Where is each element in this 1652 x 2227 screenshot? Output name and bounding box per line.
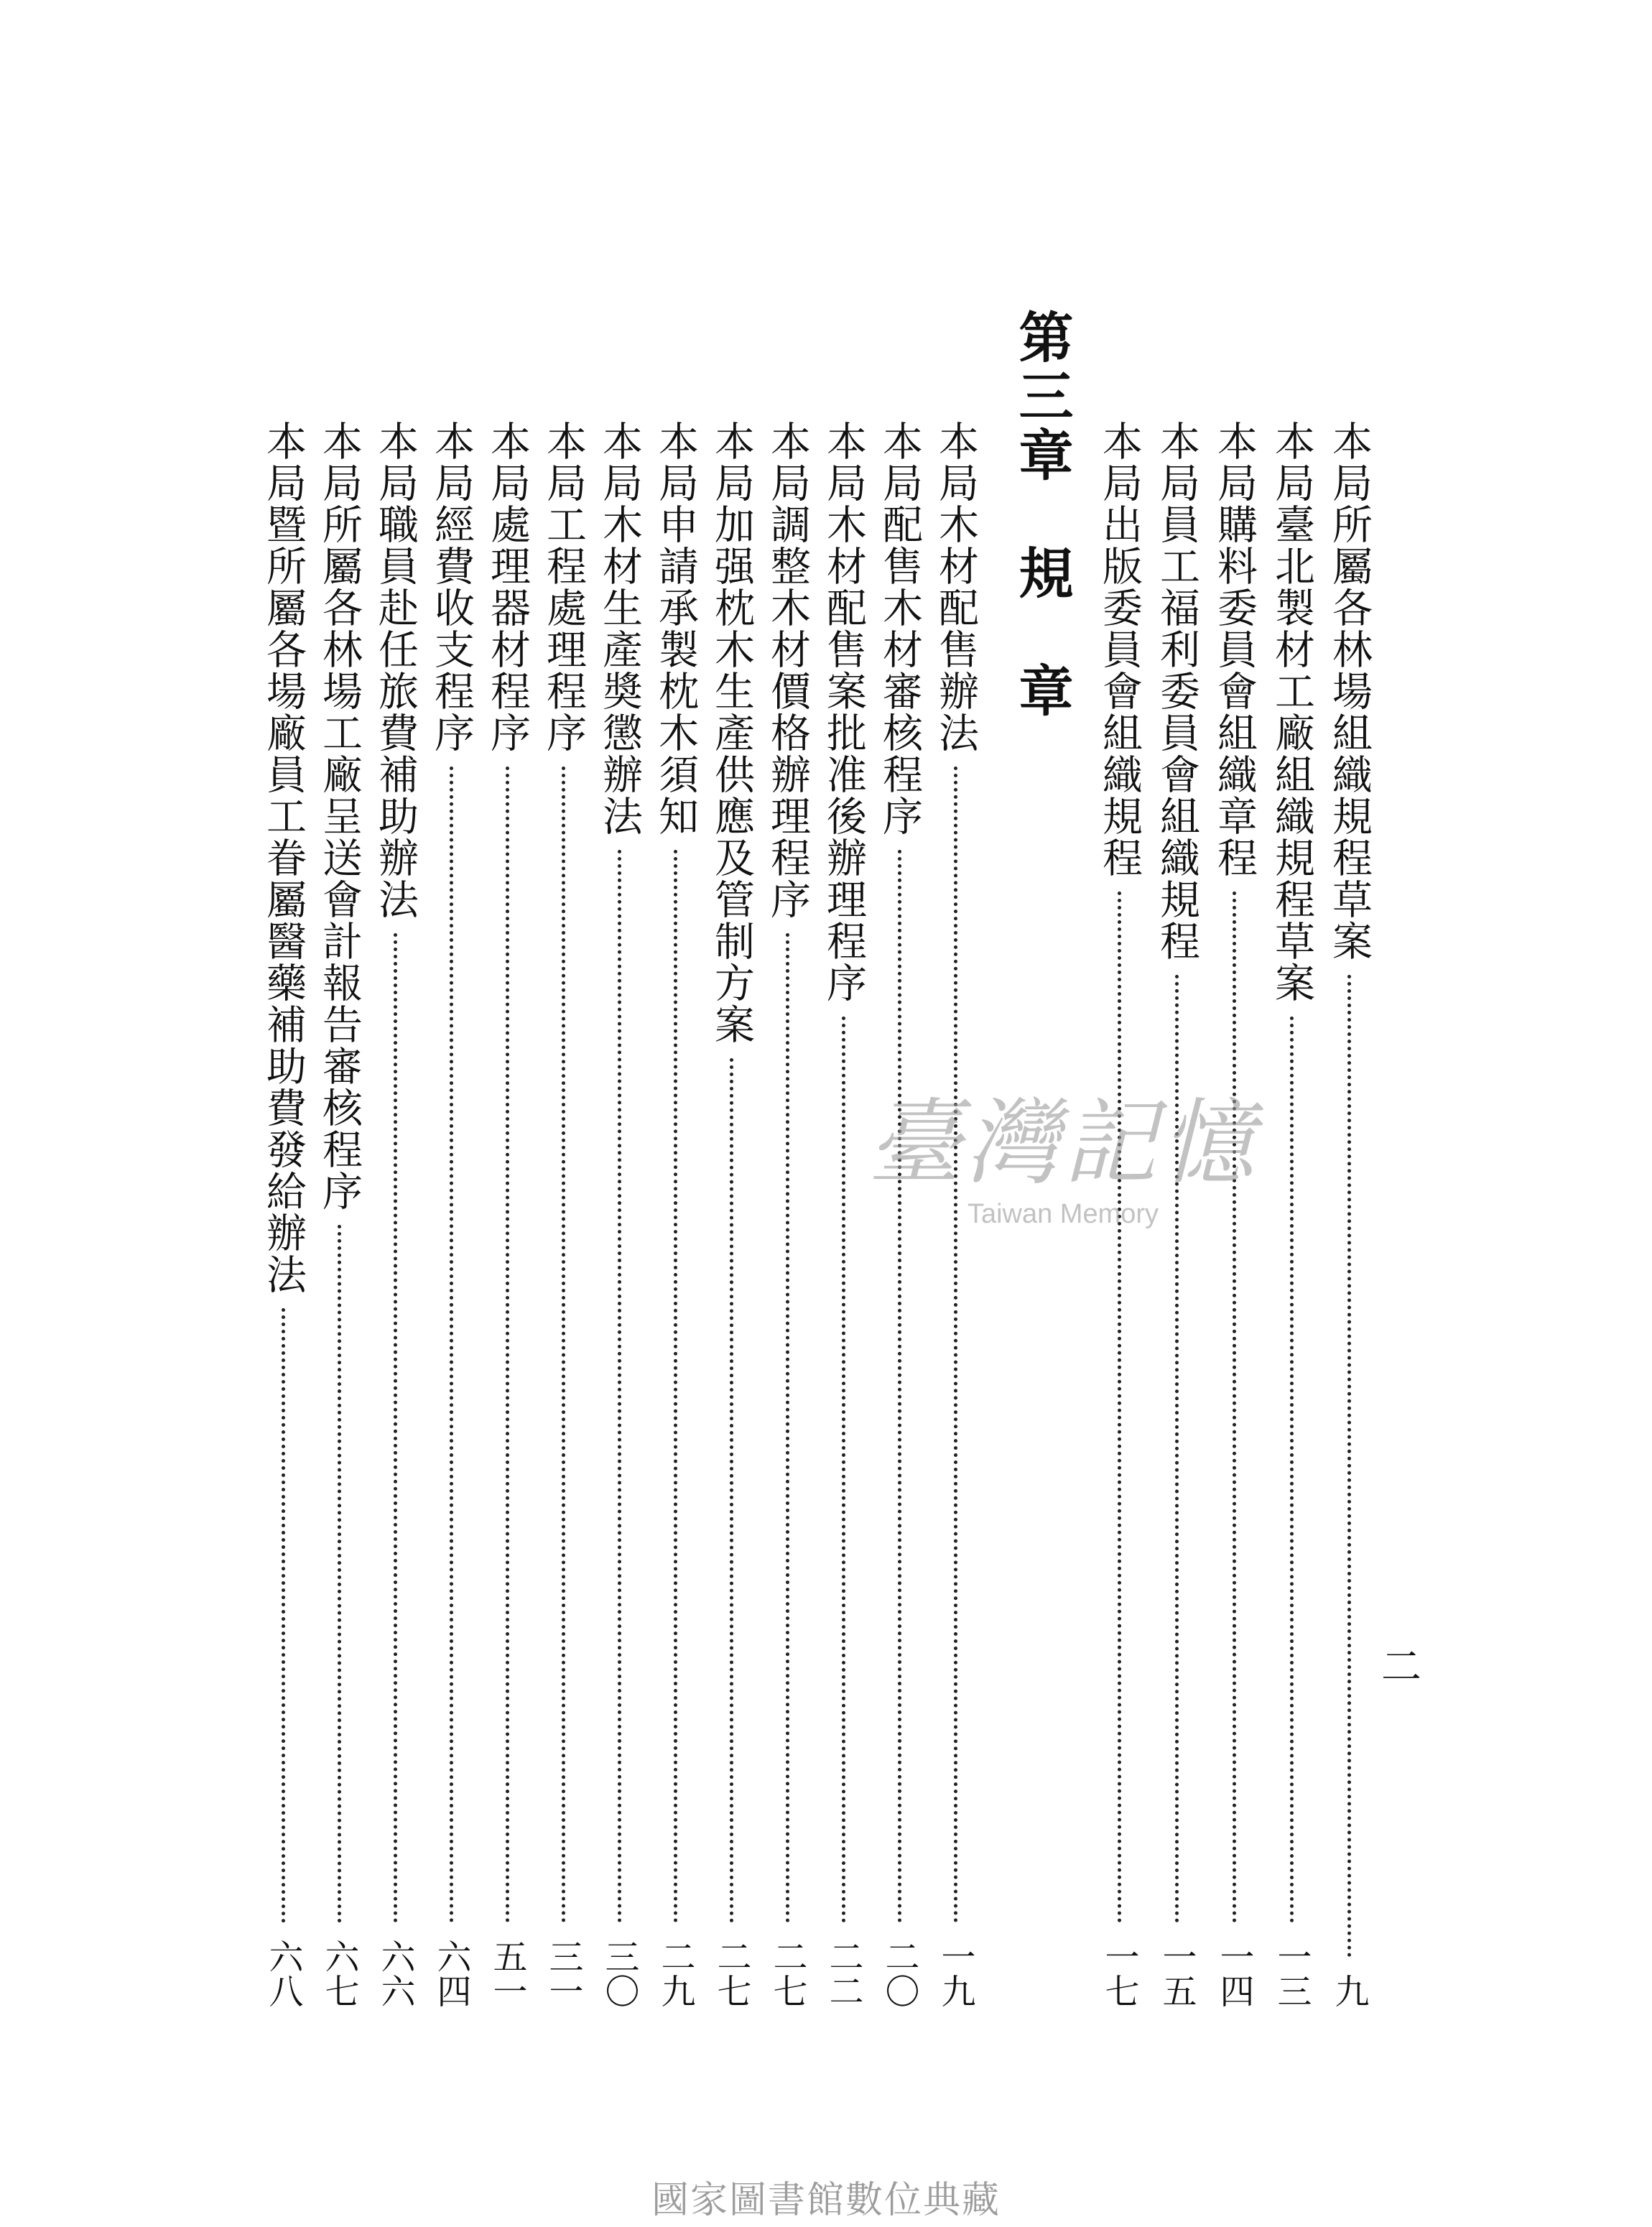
watermark: [822, 1088, 1304, 1264]
toc-entry-page: 一九: [935, 1939, 975, 2008]
leader-dots: [338, 1225, 341, 1923]
toc-entry-page: 九: [1329, 1973, 1369, 2008]
toc-entry-title: 本局木材生產奬懲辦法: [596, 420, 643, 837]
toc-entry-title: 本局調整木材價格辦理程序: [764, 420, 811, 920]
leader-dots: [674, 850, 677, 1923]
toc-entry-title: 本局加强枕木生產供應及管制方案: [708, 420, 755, 1045]
toc-entry-page: 二七: [711, 1939, 751, 2008]
leader-dots: [618, 850, 621, 1923]
leader-dots: [562, 767, 565, 1923]
toc-entry-title: 本局工程處理程序: [540, 420, 587, 754]
toc-entry: [534, 420, 592, 2008]
page-number: 二: [1375, 1645, 1421, 1685]
chapter-heading: 第三章 規 章: [1010, 309, 1074, 721]
toc-entry: [1320, 420, 1378, 2008]
toc-entry-page: 六四: [431, 1939, 471, 2008]
toc-entry-title: 本局所屬各林場組織規程草案: [1326, 420, 1373, 962]
leader-dots: [786, 933, 789, 1923]
leader-dots: [450, 767, 453, 1923]
leader-dots: [506, 767, 509, 1923]
toc-entry-page: 二二: [823, 1939, 863, 2008]
toc-entry-title: 本局經費收支程序: [428, 420, 475, 754]
toc-entry: [366, 420, 424, 2008]
leader-dots: [1233, 892, 1236, 1923]
toc-entry: [422, 420, 480, 2008]
leader-dots: [1347, 975, 1351, 1958]
toc-entry-title: 本局木材配售辦法: [932, 420, 979, 754]
toc-entry-page: 六七: [319, 1939, 359, 2008]
toc-entry: [646, 420, 704, 2008]
toc-entry-title: 本局木材配售案批准後辦理程序: [820, 420, 867, 1004]
toc-entry-page: 三一: [543, 1939, 583, 2008]
toc-entry-title: 本局申請承製枕木須知: [652, 420, 699, 837]
leader-dots: [954, 767, 957, 1923]
toc-entry-page: 二九: [655, 1939, 695, 2008]
footer-credit: 國家圖書館數位典藏: [651, 2179, 1001, 2222]
toc-entry: [758, 420, 816, 2008]
toc-entry-title: 本局購料委員會組織章程: [1211, 420, 1258, 879]
toc-entry-page: 一四: [1214, 1939, 1254, 2008]
toc-entry: [478, 420, 536, 2008]
leader-dots: [394, 933, 397, 1923]
toc-entry-title: 本局處理器材程序: [484, 420, 531, 754]
toc-entry: [310, 420, 368, 2008]
toc-entry-page: 二〇: [879, 1939, 919, 2008]
toc-entry-title: 本局臺北製材工廠組織規程草案: [1268, 420, 1315, 1004]
toc-entry-title: 本局配售木材審核程序: [876, 420, 923, 837]
toc-entry-title: 本局暨所屬各場廠員工眷屬醫藥補助費發給辦法: [260, 420, 307, 1295]
toc-entry: [590, 420, 648, 2008]
toc-entry-title: 本局出版委員會組織規程: [1096, 420, 1143, 879]
toc-entry-page: 三〇: [599, 1939, 639, 2008]
leader-dots: [898, 850, 901, 1923]
toc-entry-page: 六六: [375, 1939, 415, 2008]
toc-entry: [254, 420, 312, 2008]
leader-dots: [282, 1308, 285, 1923]
leader-dots: [1118, 892, 1121, 1923]
watermark-subtitle: Taiwan Memory: [967, 1199, 1159, 1229]
toc-entry-page: 六八: [263, 1939, 303, 2008]
toc-entry-title: 本局職員赴任旅費補助辦法: [372, 420, 419, 920]
toc-entry: [702, 420, 760, 2008]
toc-entry-title: 本局所屬各林場工廠呈送會計報告審核程序: [316, 420, 363, 1212]
leader-dots: [730, 1058, 733, 1923]
toc-entry-page: 二七: [767, 1939, 807, 2008]
toc-entry-title: 本局員工福利委員會組織規程: [1154, 420, 1200, 962]
toc-entry-page: 一三: [1271, 1939, 1312, 2008]
toc-entry-page: 五一: [487, 1939, 527, 2008]
watermark-title: 臺灣記憶: [867, 1088, 1258, 1198]
toc-entry-page: 一五: [1156, 1939, 1197, 2008]
toc-entry-page: 一七: [1099, 1939, 1139, 2008]
